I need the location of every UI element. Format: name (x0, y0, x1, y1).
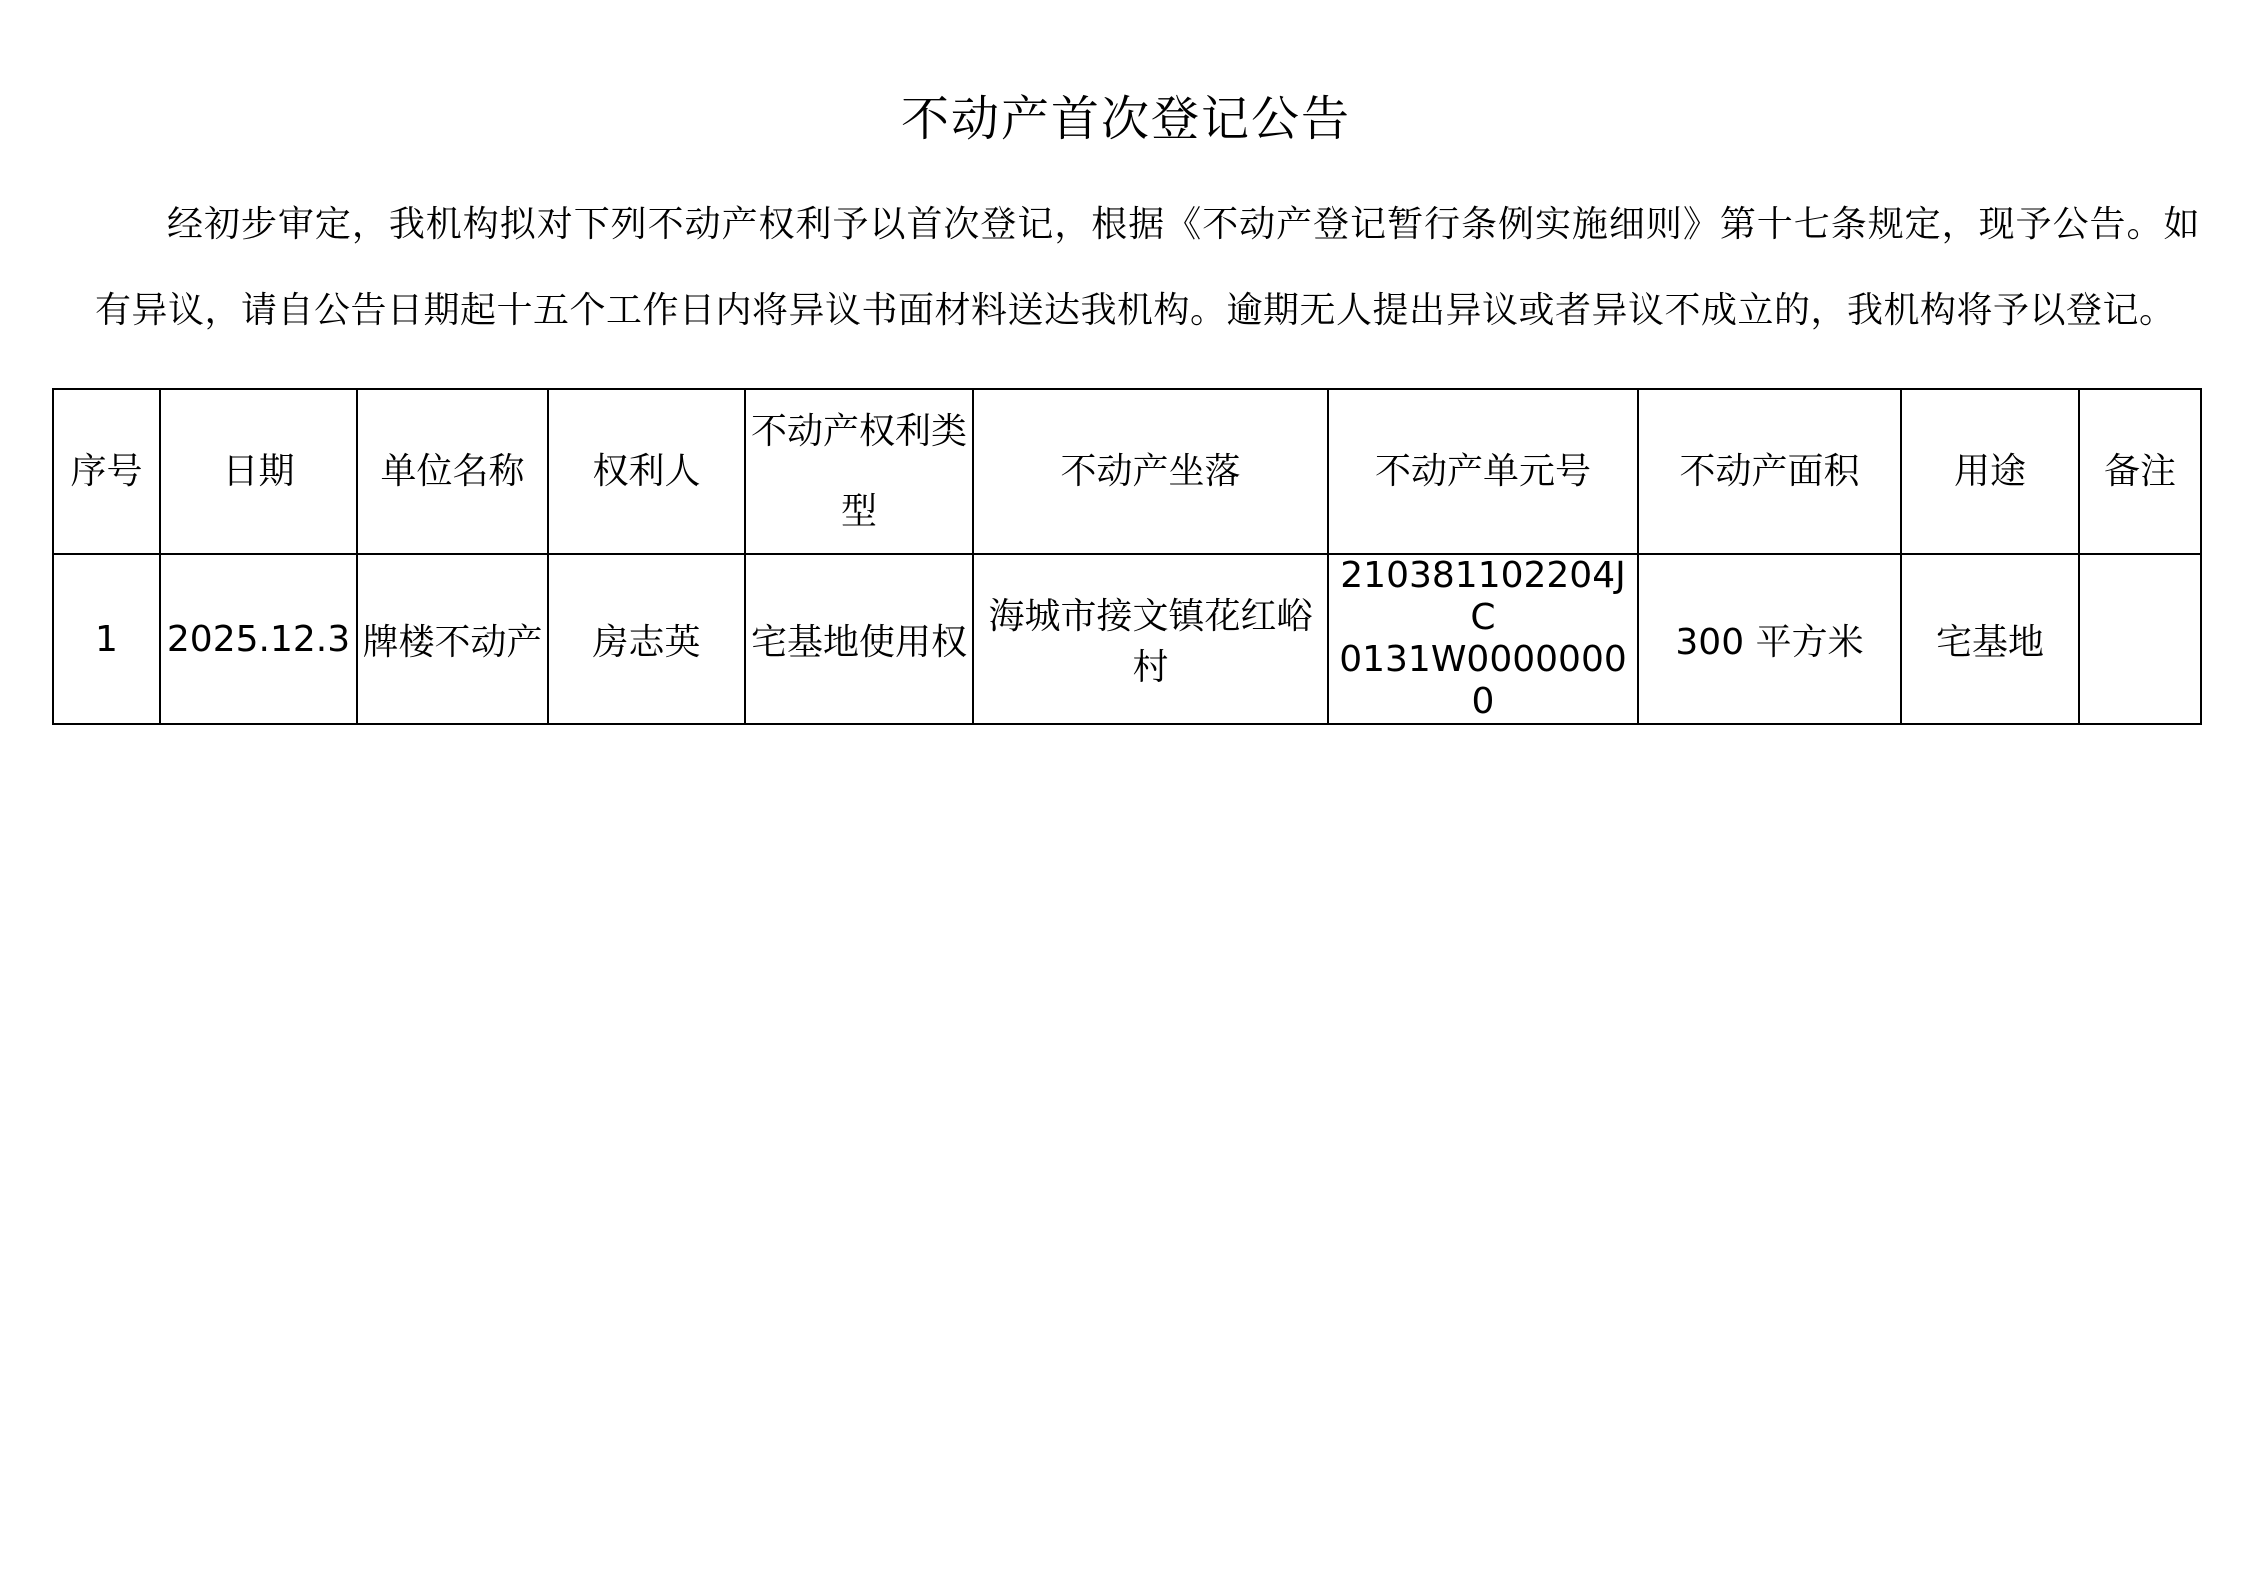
col-header-seq: 序号 (53, 389, 160, 554)
cell-date: 2025.12.3 (160, 554, 357, 724)
table-row (53, 554, 2201, 724)
col-header-area: 不动产面积 (1638, 389, 1901, 554)
col-header-date: 日期 (160, 389, 357, 554)
table-header-row (53, 389, 2201, 554)
col-header-location: 不动产坐落 (973, 389, 1328, 554)
registration-table (52, 388, 2202, 725)
unit-no-line-1: 210381102204JC (1340, 555, 1626, 638)
cell-usage: 宅基地 (1901, 554, 2079, 724)
cell-remark (2079, 554, 2201, 724)
col-header-usage: 用途 (1901, 389, 2079, 554)
col-header-remark: 备注 (2079, 389, 2201, 554)
col-header-holder: 权利人 (548, 389, 745, 554)
cell-right-type: 宅基地使用权 (745, 554, 973, 724)
announcement-paragraph: 经初步审定，我机构拟对下列不动产权利予以首次登记，根据《不动产登记暂行条例实施细则》第十七条规定，现予公告。如有异议，请自公告日期起十五个工作日内将异议书面材料送达我机构。逾期无人提出异议或者异议不成立的，我机构将予以登记。 (95, 204, 2200, 331)
cell-location: 海城市接文镇花红峪村 (973, 554, 1328, 724)
col-header-unit-no: 不动产单元号 (1328, 389, 1638, 554)
unit-no-line-2: 0131W00000000 (1339, 639, 1627, 722)
cell-seq: 1 (53, 554, 160, 724)
cell-area: 300 平方米 (1638, 554, 1901, 724)
col-header-org: 单位名称 (357, 389, 548, 554)
cell-org: 牌楼不动产 (357, 554, 548, 724)
cell-holder: 房志英 (548, 554, 745, 724)
page-title: 不动产首次登记公告 (900, 91, 1351, 147)
col-header-right-type: 不动产权利类型 (745, 389, 973, 554)
cell-unit-no (1328, 554, 1638, 724)
